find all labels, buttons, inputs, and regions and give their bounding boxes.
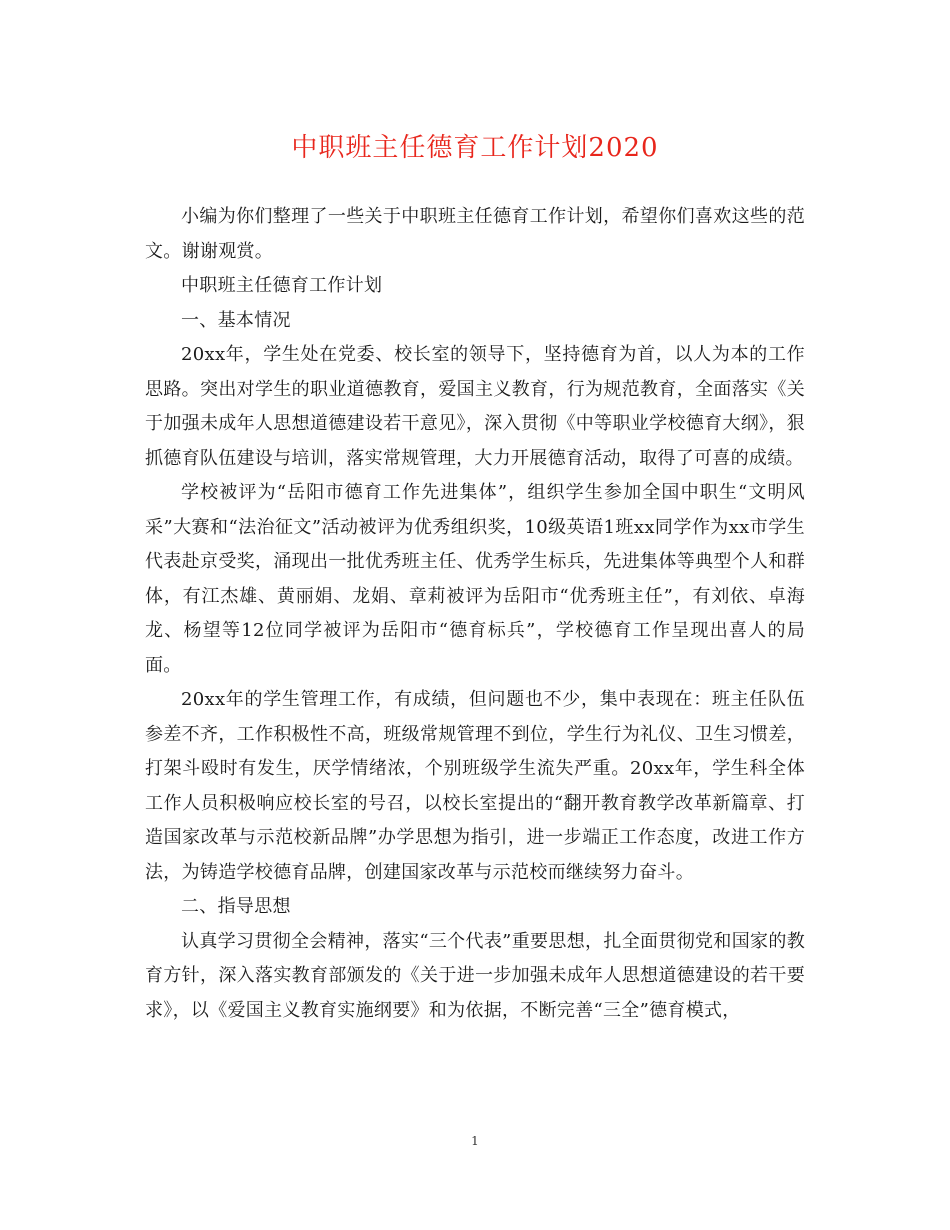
- page-number: 1: [471, 1134, 479, 1148]
- body-paragraph: 认真学习贯彻全会精神，落实“三个代表”重要思想，扎全面贯彻党和国家的教育方针，深入落实教育部颁发的《关于进一步加强未成年人思想道德建设的若干要求》，以《爱国主义教育实施纲要》和为依据，不断完善“三全”德育模式，: [145, 930, 805, 1021]
- document-body: [145, 200, 805, 1028]
- body-paragraph: 20xx年的学生管理工作，有成绩，但问题也不少，集中表现在：班主任队伍参差不齐，工作积极性不高，班级常规管理不到位，学生行为礼仪、卫生习惯差，打架斗殴时有发生，厌学情绪浓，个别班级学生流失严重。20xx年，学生科全体工作人员积极响应校长室的号召，以校长室提出的“翻开教育教学改革新篇章、打造国家改革与示范校新品牌”办学思想为指引，进一步端正工作态度，改进工作方法，为铸造学校德育品牌，创建国家改革与示范校而继续努力奋斗。: [145, 689, 805, 883]
- intro-paragraph: 小编为你们整理了一些关于中职班主任德育工作计划，希望你们喜欢这些的范文。谢谢观赏。: [145, 206, 805, 262]
- document-title: 中职班主任德育工作计划2020: [291, 133, 659, 163]
- section-heading-basic: 一、基本情况: [181, 309, 291, 331]
- body-paragraph: 20xx年，学生处在党委、校长室的领导下，坚持德育为首，以人为本的工作思路。突出对学生的职业道德教育，爱国主义教育，行为规范教育，全面落实《关于加强未成年人思想道德建设若干意见》，深入贯彻《中等职业学校德育大纲》，狠抓德育队伍建设与培训，落实常规管理，大力开展德育活动，取得了可喜的成绩。: [145, 344, 805, 469]
- section-heading-plan: 中职班主任德育工作计划: [181, 275, 383, 296]
- section-heading-guiding: 二、指导思想: [181, 896, 291, 917]
- body-paragraph: 学校被评为“岳阳市德育工作先进集体”，组织学生参加全国中职生“文明风采”大赛和“法治征文”活动被评为优秀组织奖，10级英语1班xx同学作为xx市学生代表赴京受奖，涌现出一批优秀班主任、优秀学生标兵，先进集体等典型个人和群体，有江杰雄、黄丽娟、龙娟、章莉被评为岳阳市“优秀班主任”，有刘依、卓海龙、杨望等12位同学被评为岳阳市“德育标兵”，学校德育工作呈现出喜人的局面。: [145, 482, 805, 676]
